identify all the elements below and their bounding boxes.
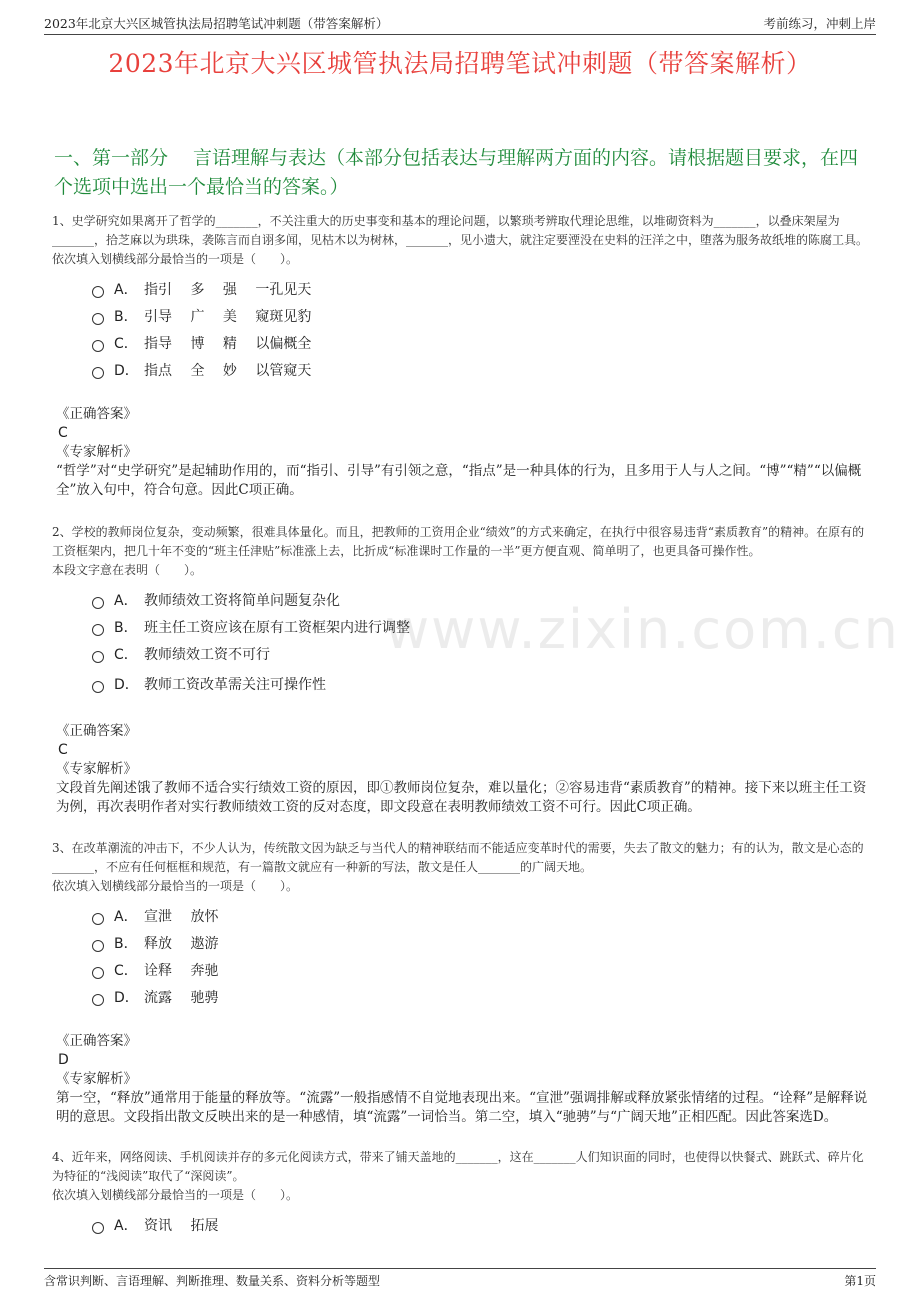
option-text: 释放 遨游: [144, 935, 219, 952]
analysis-label: 《专家解析》: [56, 444, 137, 460]
question-prompt: 依次填入划横线部分最恰当的一项是（ ）。: [52, 252, 299, 266]
radio-icon[interactable]: [92, 313, 104, 325]
answer-label: 《正确答案》: [56, 723, 137, 739]
option-letter: C．: [114, 962, 138, 979]
option-letter: A．: [114, 592, 138, 609]
option-letter: A．: [114, 281, 138, 298]
header-doc-name: 2023年北京大兴区城管执法局招聘笔试冲刺题（带答案解析）: [44, 16, 389, 31]
option-letter: C．: [114, 335, 138, 352]
radio-icon[interactable]: [92, 340, 104, 352]
question-text: 1、史学研究如果离开了哲学的_______，不关注重大的历史事变和基本的理论问题，以繁琐考辨取代理论思维，以堆砌资料为_______，以叠床架屋为_______，拾芝麻以为珙珠，袭陈言而自诩多闻，见枯木以为树林，_______，见小遗大，就注定要湮没在史料的汪洋之中，堕落为服务故纸堆的陈腐工具。: [52, 214, 869, 247]
question-4: [52, 1148, 872, 1238]
question-text: 4、近年来，网络阅读、手机阅读并存的多元化阅读方式，带来了铺天盖地的_______，这在_______人们知识面的同时，也使得以快餐式、跳跃式、碎片化为特征的“浅阅读”取代了“深阅读”。: [52, 1150, 864, 1183]
section-heading: 一、第一部分 言语理解与表达（本部分包括表达与理解两方面的内容。请根据题目要求，在四个选项中选出一个最恰当的答案。）: [54, 147, 859, 198]
option-list: [92, 275, 872, 383]
option-text: 教师绩效工资不可行: [144, 646, 270, 663]
analysis-label: 《专家解析》: [56, 1071, 137, 1087]
option-text: 宣泄 放怀: [144, 908, 219, 925]
analysis-text: “哲学”对“史学研究”是起辅助作用的，而“指引、引导”有引领之意，“指点”是一种具体的行为，且多用于人与人之间。“博”“精”“以偏概全”放入句中，符合句意。因此C项正确。: [56, 463, 862, 498]
option-a[interactable]: [92, 586, 872, 613]
question-prompt: 依次填入划横线部分最恰当的一项是（ ）。: [52, 1188, 299, 1202]
answer-block: [56, 1032, 872, 1127]
option-text: 指导 博 精 以偏概全: [144, 335, 312, 352]
option-text: 教师工资改革需关注可操作性: [144, 676, 326, 693]
page-footer: [44, 1268, 876, 1292]
radio-icon[interactable]: [92, 286, 104, 298]
option-letter: C．: [114, 646, 138, 663]
watermark: www.zixin.com.cn: [385, 598, 900, 661]
question-prompt: 本段文字意在表明（ ）。: [52, 563, 203, 577]
analysis-text: 文段首先阐述饿了教师不适合实行绩效工资的原因，即①教师岗位复杂，难以量化；②容易违背“素质教育”的精神。接下来以班主任工资为例，再次表明作者对实行教师绩效工资的反对态度，即文段意在表明教师绩效工资不可行。因此C项正确。: [56, 780, 867, 815]
answer-block: [56, 405, 872, 500]
option-d[interactable]: [92, 983, 872, 1010]
option-letter: A．: [114, 908, 138, 925]
answer-value: C: [58, 742, 68, 758]
analysis-label: 《专家解析》: [56, 761, 137, 777]
option-letter: D．: [114, 362, 139, 379]
answer-value: D: [58, 1052, 69, 1068]
option-text: 指引 多 强 一孔见天: [144, 281, 312, 298]
option-letter: D．: [114, 989, 139, 1006]
option-text: 引导 广 美 窥斑见豹: [144, 308, 312, 325]
option-letter: B．: [114, 619, 138, 636]
option-c[interactable]: [92, 329, 872, 356]
answer-value: C: [58, 425, 68, 441]
option-a[interactable]: [92, 902, 872, 929]
option-letter: D．: [114, 676, 139, 693]
option-text: 教师绩效工资将简单问题复杂化: [144, 592, 340, 609]
radio-icon[interactable]: [92, 367, 104, 379]
option-c[interactable]: [92, 956, 872, 983]
question-prompt: 依次填入划横线部分最恰当的一项是（ ）。: [52, 879, 299, 893]
header-slogan: 考前练习，冲刺上岸: [763, 16, 876, 31]
option-text: 诠释 奔驰: [144, 962, 219, 979]
option-list: [92, 902, 872, 1010]
option-letter: B．: [114, 935, 138, 952]
question-3: [52, 839, 872, 1127]
option-text: 班主任工资应该在原有工资框架内进行调整: [144, 619, 410, 636]
page-header: [44, 10, 876, 35]
radio-icon[interactable]: [92, 1222, 104, 1234]
page-number: 第1页: [844, 1274, 876, 1288]
radio-icon[interactable]: [92, 940, 104, 952]
option-list: [92, 586, 872, 700]
question-1: [52, 212, 872, 500]
question-text: 2、学校的教师岗位复杂，变动频繁，很难具体量化。而且，把教师的工资用企业“绩效”的方式来确定，在执行中很容易违背“素质教育”的精神。在原有的工资框架内，把几十年不变的“班主任津贴”标准涨上去，比折成“标准课时工作量的一半”更方便直观、简单明了，也更具备可操作性。: [52, 525, 865, 558]
radio-icon[interactable]: [92, 994, 104, 1006]
option-a[interactable]: [92, 275, 872, 302]
option-text: 资讯 拓展: [144, 1217, 219, 1234]
option-letter: A．: [114, 1217, 138, 1234]
radio-icon[interactable]: [92, 967, 104, 979]
option-text: 指点 全 妙 以管窥天: [144, 362, 312, 379]
option-d[interactable]: [92, 667, 872, 700]
option-letter: B．: [114, 308, 138, 325]
document-title: 2023年北京大兴区城管执法局招聘笔试冲刺题（带答案解析）: [108, 49, 812, 78]
answer-label: 《正确答案》: [56, 1033, 137, 1049]
radio-icon[interactable]: [92, 651, 104, 663]
footer-note: 含常识判断、言语理解、判断推理、数量关系、资料分析等题型: [44, 1274, 381, 1288]
option-text: 流露 驰骋: [144, 989, 219, 1006]
analysis-text: 第一空，“释放”通常用于能量的释放等。“流露”一般指感情不自觉地表现出来。“宣泄”强调排解或释放紧张情绪的过程。“诠释”是解释说明的意思。文段指出散文反映出来的是一种感情，填“流露”一词恰当。第二空，填入“驰骋”与“广阔天地”正相匹配。因此答案选D。: [56, 1090, 868, 1125]
option-b[interactable]: [92, 613, 872, 640]
answer-block: [56, 722, 872, 817]
question-text: 3、在改革潮流的冲击下，不少人认为，传统散文因为缺乏与当代人的精神联结而不能适应变革时代的需要，失去了散文的魅力；有的认为，散文是心态的_______，不应有任何框框和规范，有一篇散文就应有一种新的写法，散文是任人_______的广阔天地。: [52, 841, 864, 874]
radio-icon[interactable]: [92, 913, 104, 925]
radio-icon[interactable]: [92, 681, 104, 693]
option-d[interactable]: [92, 356, 872, 383]
radio-icon[interactable]: [92, 597, 104, 609]
option-a[interactable]: [92, 1211, 872, 1238]
option-b[interactable]: [92, 302, 872, 329]
radio-icon[interactable]: [92, 624, 104, 636]
answer-label: 《正确答案》: [56, 406, 137, 422]
question-2: [52, 523, 872, 817]
option-b[interactable]: [92, 929, 872, 956]
option-c[interactable]: [92, 640, 872, 667]
option-list: [92, 1211, 872, 1238]
